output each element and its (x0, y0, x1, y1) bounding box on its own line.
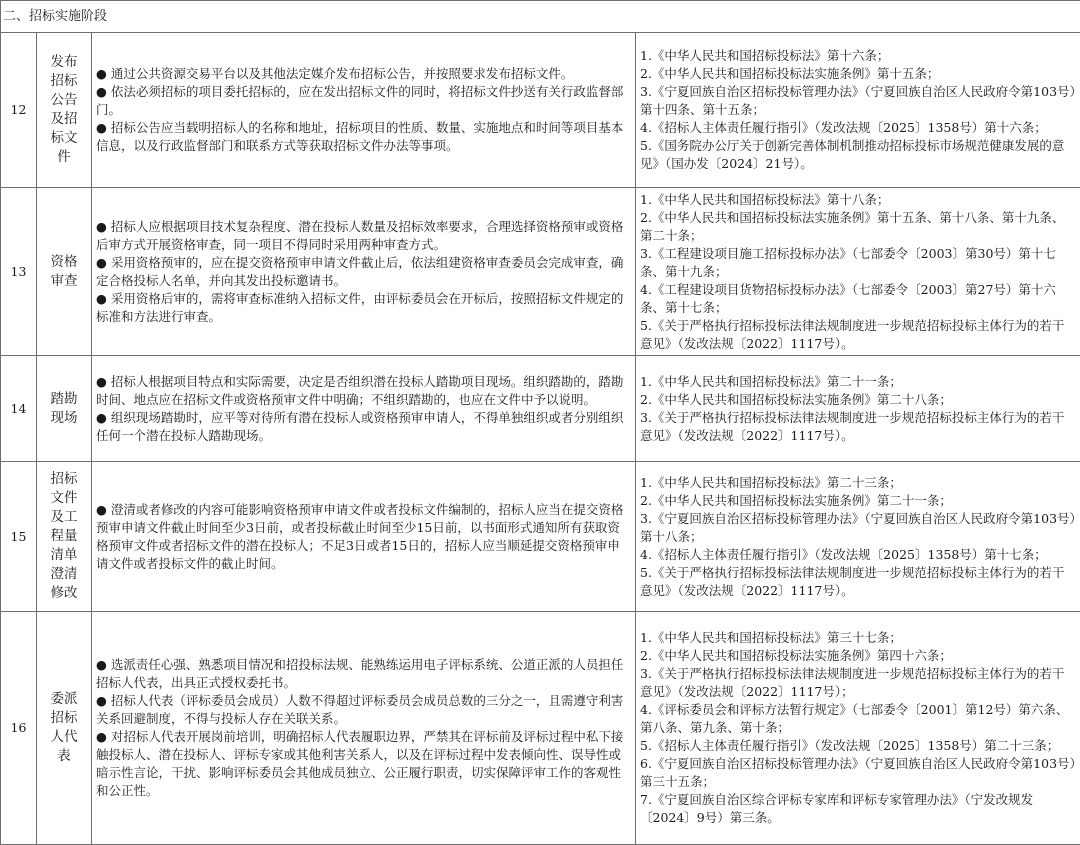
legal-basis-item: 5.《国务院办公厅关于创新完善体制机制推动招标投标市场规范健康发展的意见》（国办发〔2024〕21号）。 (640, 137, 1076, 173)
table-row (1, 356, 1080, 462)
legal-basis-item: 3.《关于严格执行招标投标法律法规制度进一步规范招标投标主体行为的若干意见》（发改法规〔2022〕1117号）。 (640, 409, 1076, 445)
requirement-item: ● 组织现场踏勘时，应平等对待所有潜在投标人或资格预审申请人，不得单独组织或者分别组织任何一个潜在投标人踏勘现场。 (96, 409, 631, 445)
requirement-item: ● 招标人代表（评标委员会成员）人数不得超过评标委员会成员总数的三分之一，且需遵守利害关系回避制度，不得与投标人存在关联关系。 (96, 692, 631, 728)
legal-basis-item: 4.《工程建设项目货物招标投标办法》（七部委令〔2003〕第27号）第十六条、第十七条； (640, 281, 1076, 317)
requirement-item: ● 通过公共资源交易平台以及其他法定媒介发布招标公告，并按照要求发布招标文件。 (96, 65, 631, 83)
legal-basis-item: 3.《工程建设项目施工招标投标办法》（七部委令〔2003〕第30号）第十七条、第十九条； (640, 245, 1076, 281)
requirement-item: ● 采用资格预审的，应在提交资格预审申请文件截止后，依法组建资格审查委员会完成审查，确定合格投标人名单，并向其发出投标邀请书。 (96, 254, 631, 290)
requirements-cell (92, 462, 636, 612)
legal-basis-item: 1.《中华人民共和国招标投标法》第二十三条； (640, 474, 1076, 492)
row-number: 16 (1, 612, 37, 845)
legal-basis-cell (636, 188, 1080, 356)
requirements-cell (92, 612, 636, 845)
stage-name: 资格审查 (37, 188, 92, 356)
stage-name: 发布招标公告及招标文件 (37, 33, 92, 188)
legal-basis-cell (636, 356, 1080, 462)
legal-basis-cell (636, 462, 1080, 612)
legal-basis-item: 3.《宁夏回族自治区招标投标管理办法》（宁夏回族自治区人民政府令第103号）第十八条； (640, 510, 1076, 546)
legal-basis-item: 2.《中华人民共和国招标投标法实施条例》第四十六条； (640, 647, 1076, 665)
legal-basis-item: 4.《招标人主体责任履行指引》（发改法规〔2025〕1358号）第十七条； (640, 546, 1076, 564)
table-row (1, 188, 1080, 356)
requirement-item: ● 对招标人代表开展岗前培训，明确招标人代表履职边界，严禁其在评标前及评标过程中私下接触投标人、潜在投标人、评标专家或其他利害关系人，以及在评标过程中发表倾向性、误导性或暗示性言论，干扰、影响评标委员会其他成员独立、公正履行职责，切实保障评审工作的客观性和公正性。 (96, 728, 631, 800)
legal-basis-item: 3.《宁夏回族自治区招标投标管理办法》（宁夏回族自治区人民政府令第103号）第十四条、第十五条； (640, 83, 1076, 119)
legal-basis-item: 4.《评标委员会和评标方法暂行规定》（七部委令〔2001〕第12号）第六条、第八条、第九条、第十条； (640, 701, 1076, 737)
legal-basis-item: 5.《关于严格执行招标投标法律法规制度进一步规范招标投标主体行为的若干意见》（发改法规〔2022〕1117号）。 (640, 564, 1076, 600)
legal-basis-item: 2.《中华人民共和国招标投标法实施条例》第二十一条； (640, 492, 1076, 510)
legal-basis-item: 2.《中华人民共和国招标投标法实施条例》第十五条； (640, 65, 1076, 83)
legal-basis-item: 1.《中华人民共和国招标投标法》第三十七条； (640, 629, 1076, 647)
legal-basis-item: 1.《中华人民共和国招标投标法》第十八条； (640, 191, 1076, 209)
legal-basis-cell (636, 612, 1080, 845)
row-number: 15 (1, 462, 37, 612)
stage-name: 招标文件及工程量清单澄清修改 (37, 462, 92, 612)
requirements-cell (92, 33, 636, 188)
requirement-item: ● 依法必须招标的项目委托招标的，应在发出招标文件的同时，将招标文件抄送有关行政监督部门。 (96, 83, 631, 119)
stage-name: 委派招标人代表 (37, 612, 92, 845)
requirement-item: ● 招标公告应当载明招标人的名称和地址，招标项目的性质、数量、实施地点和时间等项目基本信息，以及行政监督部门和联系方式等获取招标文件办法等事项。 (96, 119, 631, 155)
row-number: 14 (1, 356, 37, 462)
requirement-item: ● 采用资格后审的，需将审查标准纳入招标文件，由评标委员会在开标后，按照招标文件规定的标准和方法进行审查。 (96, 290, 631, 326)
requirements-cell (92, 356, 636, 462)
row-number: 13 (1, 188, 37, 356)
requirement-item: ● 选派责任心强、熟悉项目情况和招投标法规、能熟练运用电子评标系统、公道正派的人员担任招标人代表，出具正式授权委托书。 (96, 656, 631, 692)
legal-basis-item: 7.《宁夏回族自治区综合评标专家库和评标专家管理办法》（宁发改规发〔2024〕9号）第三条。 (640, 791, 1076, 827)
legal-basis-item: 4.《招标人主体责任履行指引》（发改法规〔2025〕1358号）第十六条； (640, 119, 1076, 137)
requirements-cell (92, 188, 636, 356)
legal-basis-item: 1.《中华人民共和国招标投标法》第二十一条； (640, 373, 1076, 391)
section-title: 二、招标实施阶段 (1, 1, 1080, 33)
section-header-row (1, 1, 1080, 33)
requirement-item: ● 澄清或者修改的内容可能影响资格预审申请文件或者投标文件编制的，招标人应当在提交资格预审申请文件截止时间至少3日前，或者投标截止时间至少15日前，以书面形式通知所有获取资格预审文件或者招标文件的潜在投标人；不足3日或者15日的，招标人应当顺延提交资格预审申请文件或者投标文件的截止时间。 (96, 501, 631, 573)
legal-basis-cell (636, 33, 1080, 188)
requirement-item: ● 招标人应根据项目技术复杂程度、潜在投标人数量及招标效率要求，合理选择资格预审或资格后审方式开展资格审查，同一项目不得同时采用两种审查方式。 (96, 218, 631, 254)
table-row (1, 33, 1080, 188)
legal-basis-item: 6.《宁夏回族自治区招标投标管理办法》（宁夏回族自治区人民政府令第103号）第三十五条； (640, 755, 1076, 791)
row-number: 12 (1, 33, 37, 188)
legal-basis-item: 2.《中华人民共和国招标投标法实施条例》第十五条、第十八条、第十九条、第二十条； (640, 209, 1076, 245)
table-row (1, 462, 1080, 612)
requirement-item: ● 招标人根据项目特点和实际需要，决定是否组织潜在投标人踏勘项目现场。组织踏勘的，踏勘时间、地点应在招标文件或资格预审文件中明确；不组织踏勘的，也应在文件中予以说明。 (96, 373, 631, 409)
legal-basis-item: 1.《中华人民共和国招标投标法》第十六条； (640, 47, 1076, 65)
legal-basis-item: 5.《招标人主体责任履行指引》（发改法规〔2025〕1358号）第二十三条； (640, 737, 1076, 755)
stage-name: 踏勘现场 (37, 356, 92, 462)
table-row (1, 612, 1080, 845)
legal-basis-item: 2.《中华人民共和国招标投标法实施条例》第二十八条； (640, 391, 1076, 409)
legal-basis-item: 3.《关于严格执行招标投标法律法规制度进一步规范招标投标主体行为的若干意见》（发改法规〔2022〕1117号）； (640, 665, 1076, 701)
legal-basis-item: 5.《关于严格执行招标投标法律法规制度进一步规范招标投标主体行为的若干意见》（发改法规〔2022〕1117号）。 (640, 317, 1076, 353)
